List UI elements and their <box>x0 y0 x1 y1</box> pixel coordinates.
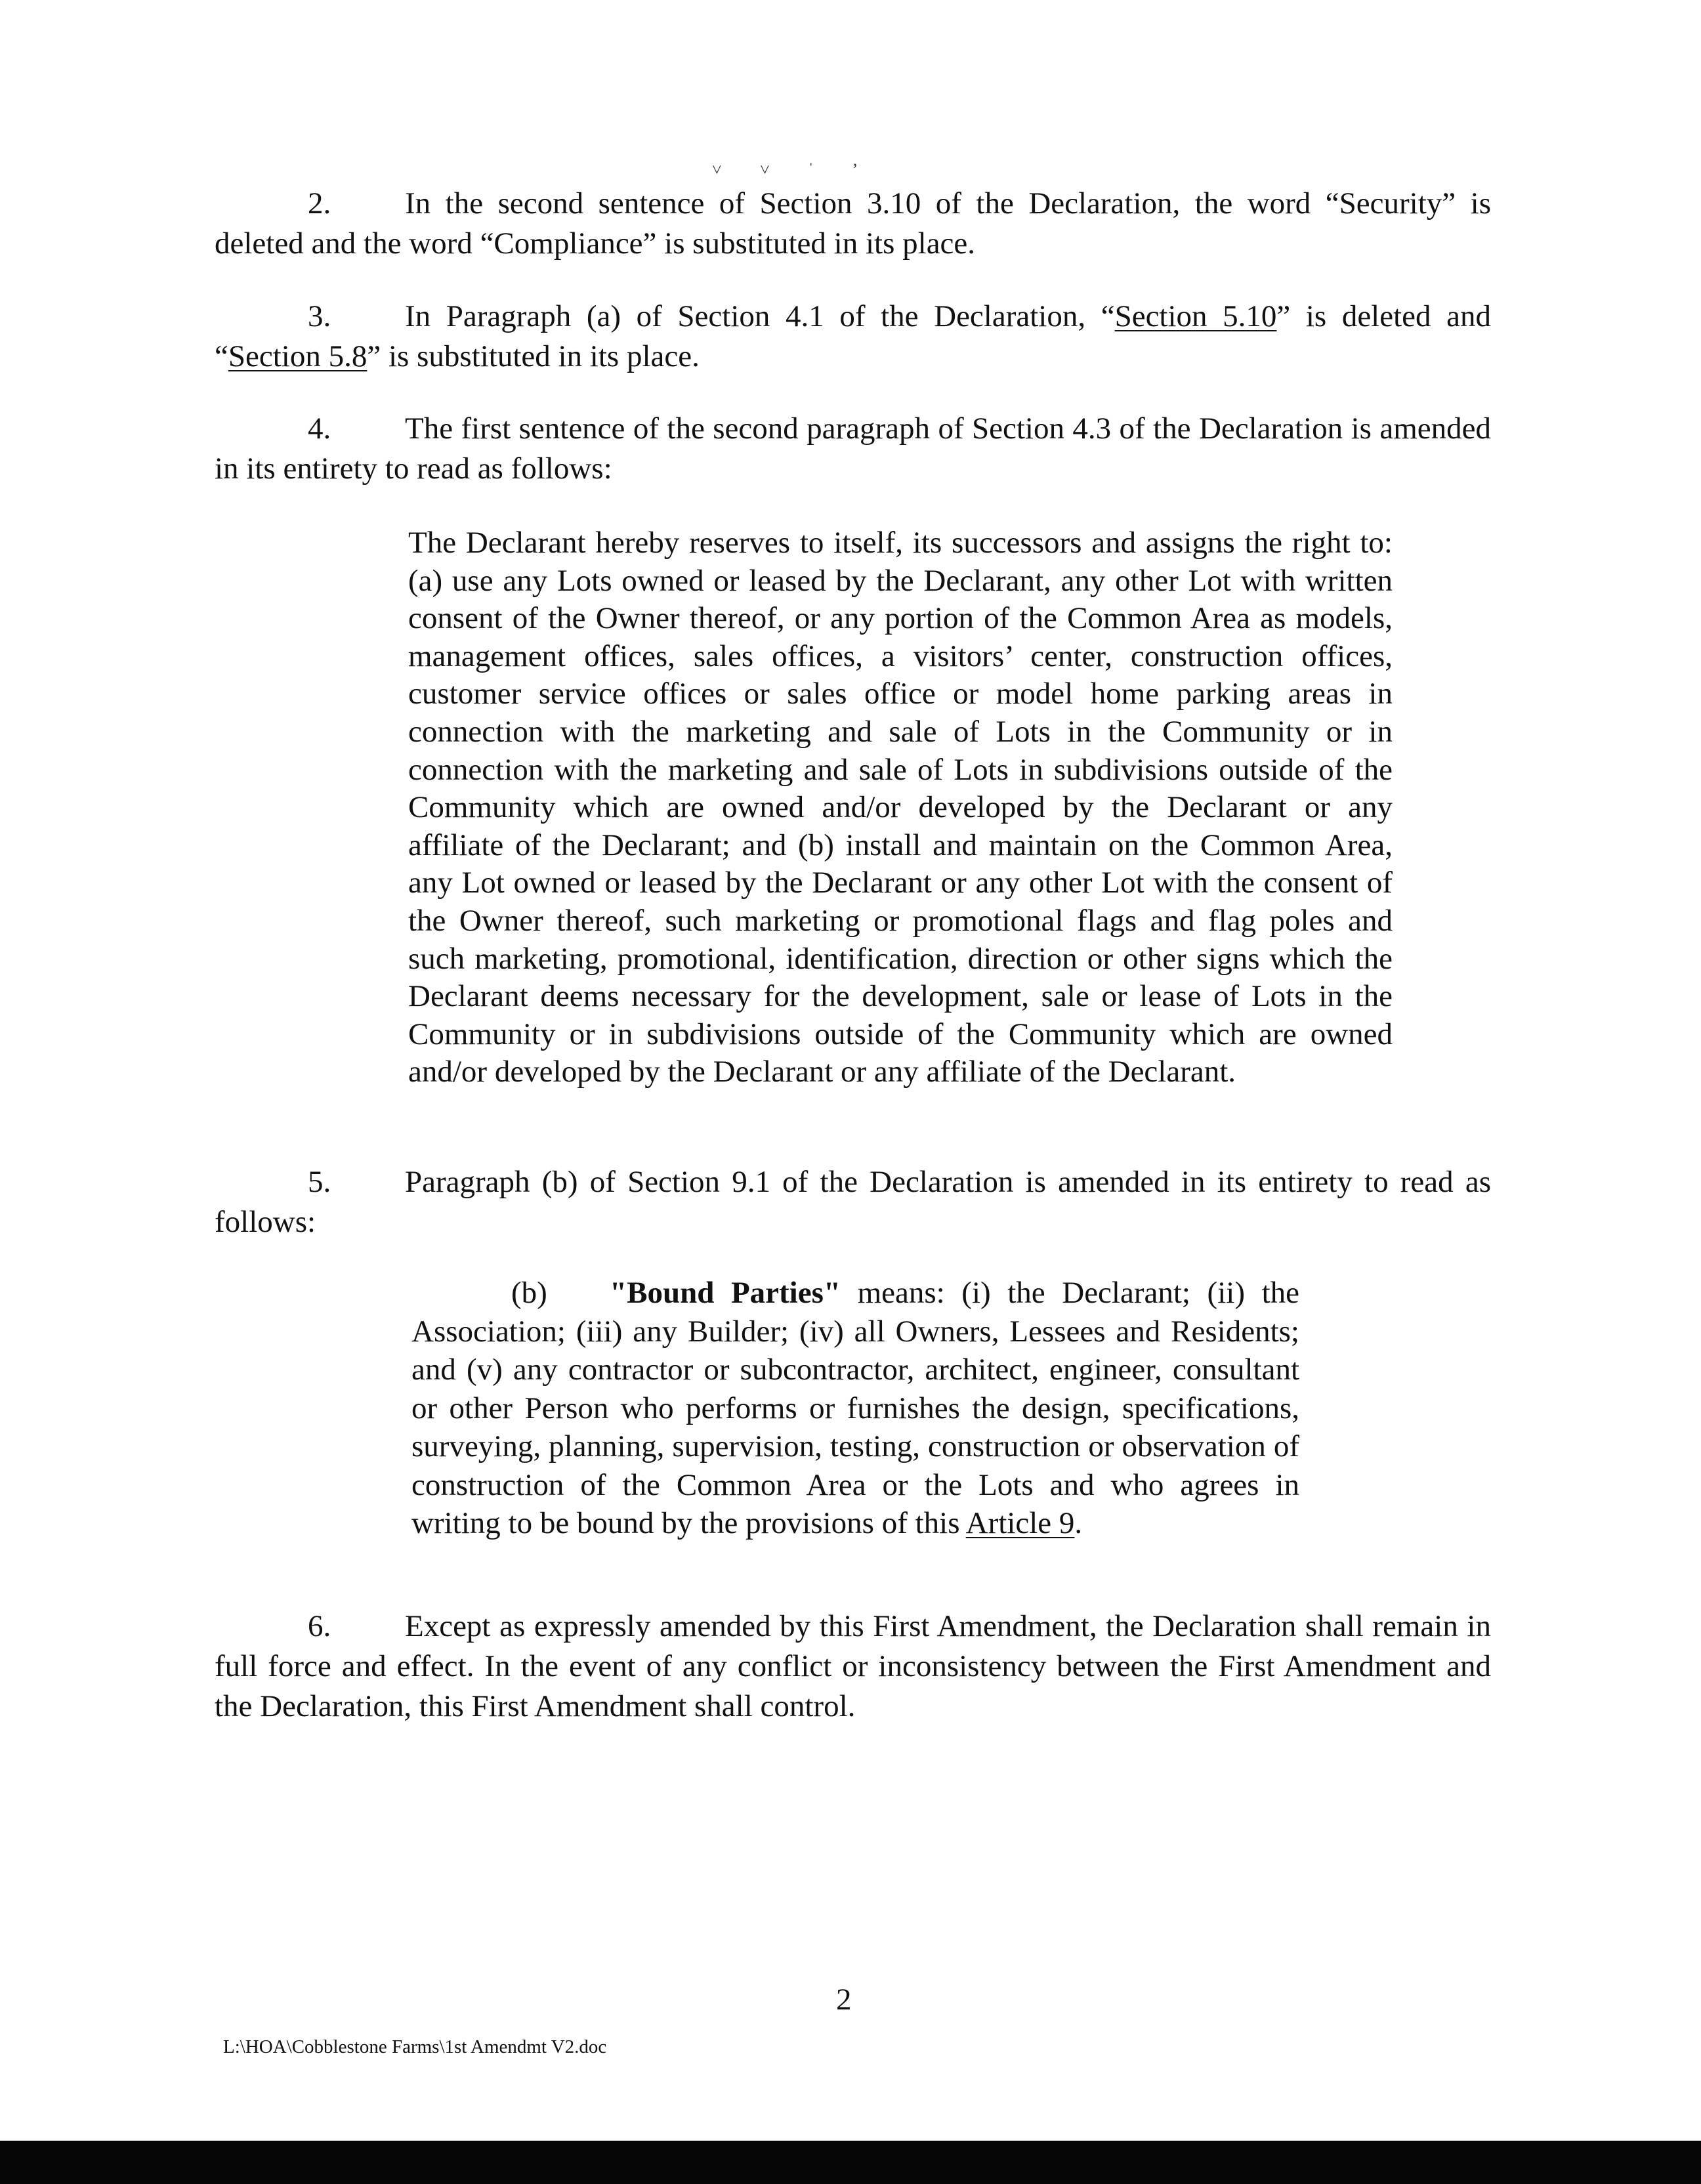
defined-term: "Bound Parties" <box>610 1276 841 1310</box>
section-reference: Section 5.8 <box>228 339 368 373</box>
footer-file-path: L:\HOA\Cobblestone Farms\1st Amendmt V2.doc <box>223 2036 607 2057</box>
paragraph-4 <box>215 409 1491 489</box>
paragraph-2 <box>215 184 1491 264</box>
paragraph-6 <box>215 1606 1491 1727</box>
paragraph-text: Except as expressly amended by this First Amendment, the Declaration shall remain in full force and effect. In the event of any conflict or inconsistency between the First Amendment and the Declaration, this First Amendment shall control. <box>215 1609 1491 1723</box>
paragraph-text: In Paragraph (a) of Section 4.1 of the Declaration, “ <box>405 299 1115 333</box>
paragraph-text: Paragraph (b) of Section 9.1 of the Declaration is amended in its entirety to read as follows: <box>215 1165 1491 1239</box>
quote-text: means: (i) the Declarant; (ii) the Association; (iii) any Builder; (iv) all Owners, Lessees and Residents; and (v) any contractor or subcontractor, architect, engineer, consultant or other Person who performs or furnishes the design, specifications, surveying, planning, supervision, testing, construction or observation of construction of the Common Area or the Lots and who agrees in writing to be bound by the provisions of this <box>411 1276 1299 1540</box>
article-reference: Article 9 <box>965 1506 1075 1540</box>
block-quote-section-9-1 <box>411 1274 1299 1543</box>
scan-edge <box>0 2141 1701 2184</box>
paragraph-text: ” is deleted and “ <box>215 299 1491 373</box>
quote-end: . <box>1074 1506 1083 1540</box>
paragraph-number: 4. <box>308 411 331 446</box>
paragraph-3 <box>215 297 1491 377</box>
paragraph-text: The first sentence of the second paragraph of Section 4.3 of the Declaration is amended in its entirety to read as follows: <box>215 411 1491 486</box>
paragraph-number: 3. <box>308 299 331 333</box>
paragraph-number: 5. <box>308 1165 331 1199</box>
scan-marks: ˅ ˅ ˈ ʼ <box>712 160 875 179</box>
paragraph-text: ” is substituted in its place. <box>367 339 700 373</box>
paragraph-number: 2. <box>308 186 331 220</box>
quote-label: (b) <box>511 1276 547 1310</box>
section-reference: Section 5.10 <box>1114 299 1277 333</box>
block-quote-section-4-3: The Declarant hereby reserves to itself, its successors and assigns the right to: (a) use any Lots owned or leased by the Declarant, any other Lot with written consent of the Owner thereof, or any portion of the Common Area as models, management offices, sales offices, a visitors’ center, construction offices, customer service offices or sales office or model home parking areas in connection with the marketing and sale of Lots in the Community or in connection with the marketing and sale of Lots in subdivisions outside of the Community which are owned and/or developed by the Declarant or any affiliate of the Declarant; and (b) install and maintain on the Common Area, any Lot owned or leased by the Declarant or any other Lot with the consent of the Owner thereof, such marketing or promotional flags and flag poles and such marketing, promotional, identification, direction or other signs which the Declarant deems necessary for the development, sale or lease of Lots in the Community or in subdivisions outside of the Community which are owned and/or developed by the Declarant or any affiliate of the Declarant. <box>408 526 1393 1089</box>
page-number: 2 <box>836 1983 852 2017</box>
paragraph-5 <box>215 1162 1491 1242</box>
paragraph-text: In the second sentence of Section 3.10 of the Declaration, the word “Security” is deleted and the word “Compliance” is substituted in its place. <box>215 186 1491 261</box>
paragraph-number: 6. <box>308 1609 331 1643</box>
